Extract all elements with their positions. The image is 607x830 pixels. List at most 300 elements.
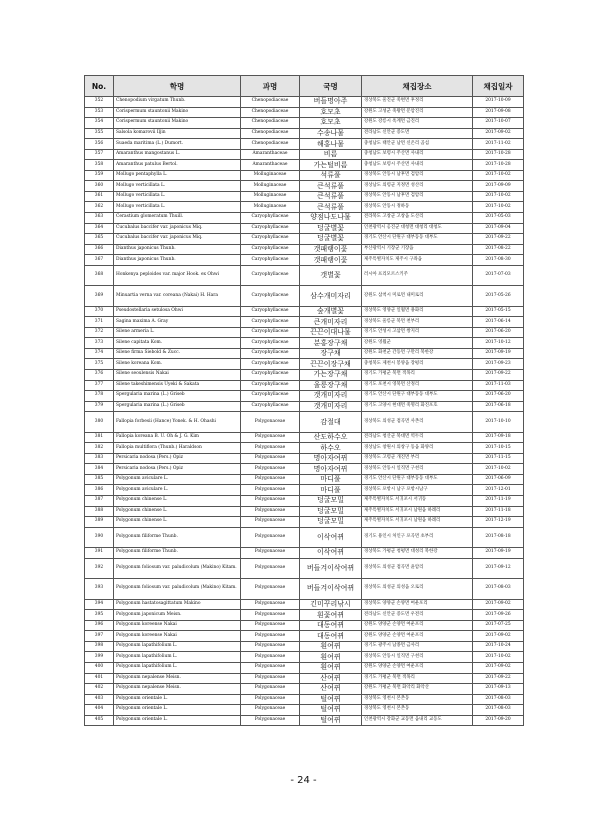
cell-date: 2017-09-13	[473, 684, 524, 695]
table-row	[85, 255, 524, 266]
cell-no: 394	[85, 599, 114, 610]
cell-scientific-name: Polygonum koreense Nakai	[114, 631, 241, 642]
cell-date: 2017-07-25	[473, 620, 524, 631]
cell-location: 인천광역시 옹진군 대청면 대청리 대청도	[362, 223, 473, 234]
cell-korean-name: 갯개미자리	[300, 401, 362, 412]
table-row	[85, 652, 524, 663]
cell-scientific-name: Minuartia verna var. coreana (Nakai) H. Hara	[114, 286, 241, 307]
cell-location: 경상남도 창원시 의창구 동읍 화양리	[362, 443, 473, 454]
cell-family: Polygonaceae	[241, 631, 300, 642]
table-row	[85, 286, 524, 307]
cell-korean-name: 호모초	[300, 118, 362, 129]
cell-korean-name: 마디풀	[300, 485, 362, 496]
table-row	[85, 391, 524, 402]
cell-date: 2017-08-03	[473, 694, 524, 705]
table-row	[85, 579, 524, 600]
cell-location: 전라남도 신안군 증도면 우전리	[362, 610, 473, 621]
table-row	[85, 496, 524, 507]
cell-date: 2017-09-02	[473, 128, 524, 139]
cell-korean-name: 산여뀌	[300, 684, 362, 695]
cell-location: 제주특별자치도 서귀포시 남원읍 하례리	[362, 517, 473, 528]
cell-scientific-name: Polygonum filiforme Thunb.	[114, 548, 241, 559]
cell-korean-name: 흰여뀌	[300, 652, 362, 663]
cell-location: 강원도 양양군 손양면 여운포리	[362, 631, 473, 642]
cell-date: 2017-09-22	[473, 673, 524, 684]
cell-korean-name: 분홍장구채	[300, 338, 362, 349]
table-row	[85, 485, 524, 496]
cell-date: 2017-06-18	[473, 401, 524, 412]
cell-family: Amaranthaceae	[241, 160, 300, 171]
table-row	[85, 558, 524, 579]
page-number: - 24 -	[290, 775, 317, 786]
cell-korean-name: 덩굴별꽃	[300, 223, 362, 234]
cell-no: 380	[85, 412, 114, 433]
cell-date: 2017-09-20	[473, 715, 524, 726]
cell-family: Polygonaceae	[241, 453, 300, 464]
cell-family: Chenopodiaceae	[241, 118, 300, 129]
cell-family: Polygonaceae	[241, 641, 300, 652]
cell-korean-name: 울릉장구채	[300, 380, 362, 391]
cell-location: 강원도 강릉시 옥계면 금진리	[362, 118, 473, 129]
cell-scientific-name: Fallopia forbesii (Hance) Yonek. & H. Ohashi	[114, 412, 241, 433]
cell-korean-name: 갯별꽃	[300, 265, 362, 286]
cell-korean-name: 갯개미자리	[300, 391, 362, 402]
table-row	[85, 170, 524, 181]
cell-date: 2017-09-08	[473, 107, 524, 118]
cell-family: Caryophyllaceae	[241, 391, 300, 402]
cell-scientific-name: Polygonum chinense L.	[114, 517, 241, 528]
cell-no: 399	[85, 652, 114, 663]
specimen-table	[84, 75, 524, 726]
cell-family: Chenopodiaceae	[241, 107, 300, 118]
cell-korean-name: 큰석류풀	[300, 181, 362, 192]
cell-location: 강원도 양양군 손양면 여운포리	[362, 662, 473, 673]
cell-no: 384	[85, 464, 114, 475]
cell-scientific-name: Polygonum lapathifolium L.	[114, 662, 241, 673]
cell-scientific-name: Polygonum filiforme Thunb.	[114, 527, 241, 548]
cell-family: Polygonaceae	[241, 652, 300, 663]
cell-korean-name: 흰꽃여뀌	[300, 610, 362, 621]
table-row	[85, 715, 524, 726]
cell-no: 395	[85, 610, 114, 621]
cell-date: 2017-06-20	[473, 327, 524, 338]
cell-date: 2017-10-15	[473, 443, 524, 454]
cell-location: 강원도 가평군 북면 화악리 화악산	[362, 684, 473, 695]
cell-korean-name: 흰여뀌	[300, 641, 362, 652]
cell-korean-name: 비름	[300, 149, 362, 160]
cell-no: 361	[85, 191, 114, 202]
cell-family: Chenopodiaceae	[241, 139, 300, 150]
table-row	[85, 234, 524, 245]
cell-scientific-name: Polygonum orientale L.	[114, 705, 241, 716]
cell-no: 370	[85, 306, 114, 317]
cell-korean-name: 양점나도나물	[300, 213, 362, 224]
cell-location: 경상북도 영천시 본촌동	[362, 705, 473, 716]
cell-korean-name: 털여뀌	[300, 694, 362, 705]
cell-korean-name: 긴미꾸리낚시	[300, 599, 362, 610]
cell-date: 2017-12-19	[473, 517, 524, 528]
cell-no: 355	[85, 128, 114, 139]
cell-korean-name: 털여뀌	[300, 705, 362, 716]
cell-date: 2017-09-22	[473, 234, 524, 245]
cell-no: 354	[85, 118, 114, 129]
cell-location: 강원도 화천군 간동면 구만리 북한강	[362, 348, 473, 359]
cell-no: 401	[85, 673, 114, 684]
cell-korean-name: 숲개별꽃	[300, 306, 362, 317]
cell-location: 충청남도 태안군 남면 신온리 곰섬	[362, 139, 473, 150]
cell-date: 2017-10-09	[473, 97, 524, 108]
table-row	[85, 359, 524, 370]
cell-scientific-name: Polygonum aviculare L.	[114, 485, 241, 496]
cell-no: 400	[85, 662, 114, 673]
cell-no: 393	[85, 579, 114, 600]
cell-scientific-name: Suaeda maritima (L.) Dumort.	[114, 139, 241, 150]
table-row	[85, 317, 524, 328]
cell-no: 353	[85, 107, 114, 118]
cell-scientific-name: Mollugo verticillata L.	[114, 202, 241, 213]
cell-date: 2017-10-02	[473, 170, 524, 181]
table-row	[85, 641, 524, 652]
cell-korean-name: 덩굴모밀	[300, 517, 362, 528]
cell-korean-name: 끈끈이대나물	[300, 327, 362, 338]
cell-date: 2017-10-02	[473, 464, 524, 475]
cell-family: Caryophyllaceae	[241, 338, 300, 349]
table-row	[85, 370, 524, 381]
table-row	[85, 631, 524, 642]
cell-date: 2017-05-03	[473, 213, 524, 224]
cell-korean-name: 대동여뀌	[300, 631, 362, 642]
cell-scientific-name: Corispermum stauntonii Makino	[114, 118, 241, 129]
cell-family: Caryophyllaceae	[241, 286, 300, 307]
cell-korean-name: 덩굴모밀	[300, 496, 362, 507]
cell-scientific-name: Pseudostellaria setulosa Ohwi	[114, 306, 241, 317]
cell-location: 경상북도 안동시 정하동	[362, 202, 473, 213]
cell-scientific-name: Silene capitata Kom.	[114, 338, 241, 349]
cell-date: 2017-05-15	[473, 306, 524, 317]
cell-location: 경기도 고양시 현대면 죽명리 화진포호	[362, 401, 473, 412]
cell-scientific-name: Silene takeshimensis Uyeki & Sakata	[114, 380, 241, 391]
cell-location: 제주특별자치도 서귀포시 남원읍 하례리	[362, 506, 473, 517]
table-row	[85, 213, 524, 224]
cell-family: Polygonaceae	[241, 443, 300, 454]
cell-date: 2017-08-30	[473, 255, 524, 266]
cell-korean-name: 석류풀	[300, 170, 362, 181]
table-row	[85, 401, 524, 412]
cell-location: 전라북도 고창군 고창읍 도산리	[362, 213, 473, 224]
table-row	[85, 244, 524, 255]
cell-location: 경상북도 포항시 남구 포항시남구	[362, 485, 473, 496]
cell-location: 제주특별자치도 제주시 구좌읍	[362, 255, 473, 266]
cell-family: Caryophyllaceae	[241, 370, 300, 381]
cell-scientific-name: Polygonum chinense L.	[114, 496, 241, 507]
cell-scientific-name: Cucubalus baccifer var. japonicus Miq.	[114, 223, 241, 234]
cell-korean-name: 산여뀌	[300, 673, 362, 684]
cell-scientific-name: Fallopia multiflora (Thunb.) Haraldson	[114, 443, 241, 454]
cell-no: 386	[85, 485, 114, 496]
table-row	[85, 620, 524, 631]
cell-family: Polygonaceae	[241, 496, 300, 507]
cell-no: 390	[85, 527, 114, 548]
cell-family: Polygonaceae	[241, 694, 300, 705]
cell-date: 2017-09-26	[473, 610, 524, 621]
cell-family: Chenopodiaceae	[241, 97, 300, 108]
cell-korean-name: 갯패랭이꽃	[300, 255, 362, 266]
table-row	[85, 432, 524, 443]
cell-no: 379	[85, 401, 114, 412]
cell-family: Molluginaceae	[241, 202, 300, 213]
cell-family: Caryophyllaceae	[241, 348, 300, 359]
cell-no: 373	[85, 338, 114, 349]
cell-korean-name: 큰석류풀	[300, 191, 362, 202]
cell-scientific-name: Polygonum chinense L.	[114, 506, 241, 517]
cell-family: Caryophyllaceae	[241, 380, 300, 391]
cell-scientific-name: Polygonum orientale L.	[114, 694, 241, 705]
cell-location: 경상남도 의령군 지정면 성산리	[362, 181, 473, 192]
cell-no: 376	[85, 370, 114, 381]
cell-scientific-name: Polygonum koreense Nakai	[114, 620, 241, 631]
cell-no: 368	[85, 265, 114, 286]
cell-family: Caryophyllaceae	[241, 359, 300, 370]
table-row	[85, 705, 524, 716]
cell-family: Polygonaceae	[241, 705, 300, 716]
cell-no: 403	[85, 694, 114, 705]
table-row	[85, 306, 524, 317]
cell-location: 경상북도 고령군 개진면 부리	[362, 453, 473, 464]
table-row	[85, 506, 524, 517]
cell-location: 러시아 프리모르스키주	[362, 265, 473, 286]
cell-location: 인천광역시 강화군 교동면 읍내리 교동도	[362, 715, 473, 726]
cell-family: Polygonaceae	[241, 506, 300, 517]
cell-date: 2017-09-19	[473, 348, 524, 359]
cell-family: Polygonaceae	[241, 579, 300, 600]
cell-location: 경상북도 영천시 본촌동	[362, 694, 473, 705]
cell-korean-name: 명아자여뀌	[300, 453, 362, 464]
table-row	[85, 380, 524, 391]
cell-no: 404	[85, 705, 114, 716]
cell-no: 378	[85, 391, 114, 402]
table-row	[85, 327, 524, 338]
cell-korean-name: 삼수개미자리	[300, 286, 362, 307]
table-row	[85, 223, 524, 234]
cell-scientific-name: Persicaria nodosa (Pers.) Opiz	[114, 464, 241, 475]
cell-scientific-name: Fallopia koreana B. U. Oh & J. G. Kim	[114, 432, 241, 443]
table-row	[85, 548, 524, 559]
cell-no: 374	[85, 348, 114, 359]
cell-no: 375	[85, 359, 114, 370]
header-no: No.	[85, 76, 114, 97]
cell-family: Caryophyllaceae	[241, 223, 300, 234]
cell-scientific-name: Silene seoulensis Nakai	[114, 370, 241, 381]
table-row	[85, 139, 524, 150]
cell-location: 경상북도 안동시 남후면 검암리	[362, 191, 473, 202]
cell-location: 경상북도 안동시 일직면 구천리	[362, 464, 473, 475]
cell-family: Caryophyllaceae	[241, 244, 300, 255]
cell-location: 전라남도 신안군 증도면	[362, 128, 473, 139]
cell-scientific-name: Spergularia marina (L.) Griseb	[114, 401, 241, 412]
cell-location: 경기도 안산시 단원구 대부동동 대부도	[362, 474, 473, 485]
cell-korean-name: 장구채	[300, 348, 362, 359]
cell-location: 충청남도 보령시 주산면 사내리	[362, 149, 473, 160]
cell-date: 2017-10-10	[473, 412, 524, 433]
cell-location: 충청북도 제천시 봉양읍 장평리	[362, 359, 473, 370]
cell-korean-name: 수송나물	[300, 128, 362, 139]
cell-no: 366	[85, 244, 114, 255]
cell-scientific-name: Silene koreana Kom.	[114, 359, 241, 370]
cell-no: 364	[85, 223, 114, 234]
cell-location: 부산광역시 기장군 기장읍	[362, 244, 473, 255]
cell-korean-name: 버들겨이삭여뀌	[300, 558, 362, 579]
cell-scientific-name: Mollugo verticillata L.	[114, 181, 241, 192]
cell-scientific-name: Silene firma Siebold & Zucc.	[114, 348, 241, 359]
cell-family: Molluginaceae	[241, 170, 300, 181]
cell-family: Caryophyllaceae	[241, 306, 300, 317]
table-row	[85, 191, 524, 202]
cell-no: 358	[85, 160, 114, 171]
cell-family: Polygonaceae	[241, 610, 300, 621]
table-row	[85, 128, 524, 139]
cell-date: 2017-08-22	[473, 244, 524, 255]
table-row	[85, 517, 524, 528]
cell-no: 356	[85, 139, 114, 150]
cell-location: 경기도 안성시 고삼면 쌍지리	[362, 327, 473, 338]
cell-scientific-name: Polygonum foliosum var. paludicolum (Makino) Kitam.	[114, 558, 241, 579]
cell-family: Amaranthaceae	[241, 149, 300, 160]
cell-location: 경상북도 의성군 의성읍 오로리	[362, 579, 473, 600]
cell-korean-name: 버들명아주	[300, 97, 362, 108]
cell-scientific-name: Dianthus japonicus Thunb.	[114, 244, 241, 255]
cell-date: 2017-09-23	[473, 359, 524, 370]
table-row	[85, 599, 524, 610]
cell-family: Polygonaceae	[241, 599, 300, 610]
cell-no: 352	[85, 97, 114, 108]
cell-korean-name: 산도하수오	[300, 432, 362, 443]
cell-no: 365	[85, 234, 114, 245]
cell-location: 경상북도 의성군 점곡면 윤암리	[362, 558, 473, 579]
cell-scientific-name: Cerastium glomeratum Thuill.	[114, 213, 241, 224]
cell-no: 385	[85, 474, 114, 485]
cell-no: 389	[85, 517, 114, 528]
cell-date: 2017-10-24	[473, 641, 524, 652]
table-row	[85, 338, 524, 349]
cell-date: 2017-10-02	[473, 191, 524, 202]
cell-scientific-name: Silene armeria L.	[114, 327, 241, 338]
cell-korean-name: 큰개미자리	[300, 317, 362, 328]
cell-no: 388	[85, 506, 114, 517]
cell-family: Molluginaceae	[241, 181, 300, 192]
cell-scientific-name: Amaranthus patulus Bertol.	[114, 160, 241, 171]
cell-location: 강원도 영월군	[362, 338, 473, 349]
cell-scientific-name: Mollugo verticillata L.	[114, 191, 241, 202]
cell-location: 제주특별자치도 서귀포시 서귀동	[362, 496, 473, 507]
cell-no: 405	[85, 715, 114, 726]
cell-no: 387	[85, 496, 114, 507]
cell-scientific-name: Honkenya peploides var. major Hook. ex Ohwi	[114, 265, 241, 286]
cell-no: 397	[85, 631, 114, 642]
cell-location: 경기도 안산시 단원구 대부동동 대부도	[362, 234, 473, 245]
cell-date: 2017-06-09	[473, 474, 524, 485]
cell-family: Polygonaceae	[241, 548, 300, 559]
table-row	[85, 160, 524, 171]
cell-family: Polygonaceae	[241, 715, 300, 726]
cell-no: 369	[85, 286, 114, 307]
cell-date: 2017-09-22	[473, 370, 524, 381]
cell-date: 2017-11-19	[473, 496, 524, 507]
cell-family: Chenopodiaceae	[241, 128, 300, 139]
cell-date: 2017-10-28	[473, 149, 524, 160]
table-row	[85, 107, 524, 118]
cell-scientific-name: Cucubalus baccifer var. japonicus Miq.	[114, 234, 241, 245]
cell-no: 398	[85, 641, 114, 652]
cell-no: 381	[85, 432, 114, 443]
cell-family: Polygonaceae	[241, 662, 300, 673]
cell-location: 경상북도 양양군 손양면 여운포리	[362, 599, 473, 610]
cell-no: 371	[85, 317, 114, 328]
cell-date: 2017-11-03	[473, 380, 524, 391]
cell-scientific-name: Polygonum aviculare L.	[114, 474, 241, 485]
cell-date: 2017-06-14	[473, 317, 524, 328]
cell-scientific-name: Polygonum hastatosagittatum Makino	[114, 599, 241, 610]
cell-family: Polygonaceae	[241, 517, 300, 528]
cell-korean-name: 가는장구채	[300, 370, 362, 381]
cell-family: Caryophyllaceae	[241, 234, 300, 245]
cell-korean-name: 흰여뀌	[300, 662, 362, 673]
cell-location: 경기도 안산시 단원구 대부동동 대부도	[362, 391, 473, 402]
cell-location: 강원도 양양군 손양면 여운포리	[362, 620, 473, 631]
cell-date: 2017-09-02	[473, 631, 524, 642]
cell-family: Caryophyllaceae	[241, 213, 300, 224]
cell-family: Caryophyllaceae	[241, 255, 300, 266]
cell-korean-name: 대동여뀌	[300, 620, 362, 631]
cell-korean-name: 버들겨이삭여뀌	[300, 579, 362, 600]
cell-location: 경상북도 영양군 일월면 용화리	[362, 306, 473, 317]
cell-scientific-name: Spergularia marina (L.) Griseb	[114, 391, 241, 402]
header-scientific-name: 학명	[114, 76, 241, 97]
cell-date: 2017-11-18	[473, 506, 524, 517]
cell-no: 372	[85, 327, 114, 338]
table-row	[85, 202, 524, 213]
table-row	[85, 265, 524, 286]
cell-no: 362	[85, 202, 114, 213]
cell-family: Polygonaceae	[241, 474, 300, 485]
cell-scientific-name: Sagina maxima A. Gray	[114, 317, 241, 328]
cell-date: 2017-12-01	[473, 485, 524, 496]
table-row	[85, 348, 524, 359]
cell-no: 391	[85, 548, 114, 559]
cell-no: 392	[85, 558, 114, 579]
cell-korean-name: 이삭여뀌	[300, 548, 362, 559]
cell-date: 2017-09-19	[473, 548, 524, 559]
cell-scientific-name: Polygonum orientale L.	[114, 715, 241, 726]
cell-scientific-name: Amaranthus mangostanus L.	[114, 149, 241, 160]
table-row	[85, 443, 524, 454]
table-row	[85, 474, 524, 485]
cell-family: Molluginaceae	[241, 191, 300, 202]
cell-scientific-name: Polygonum nepalense Meisn.	[114, 673, 241, 684]
table-row	[85, 118, 524, 129]
header-korean-name: 국명	[300, 76, 362, 97]
cell-location: 경기도 가평군 북면 적목리	[362, 370, 473, 381]
cell-family: Polygonaceae	[241, 558, 300, 579]
table-row	[85, 97, 524, 108]
cell-date: 2017-05-26	[473, 286, 524, 307]
cell-korean-name: 감절대	[300, 412, 362, 433]
cell-korean-name: 이삭여뀌	[300, 527, 362, 548]
cell-family: Polygonaceae	[241, 464, 300, 475]
table-row	[85, 684, 524, 695]
cell-location: 경기도 가평군 북면 적목리	[362, 673, 473, 684]
cell-date: 2017-10-28	[473, 160, 524, 171]
table-row	[85, 694, 524, 705]
